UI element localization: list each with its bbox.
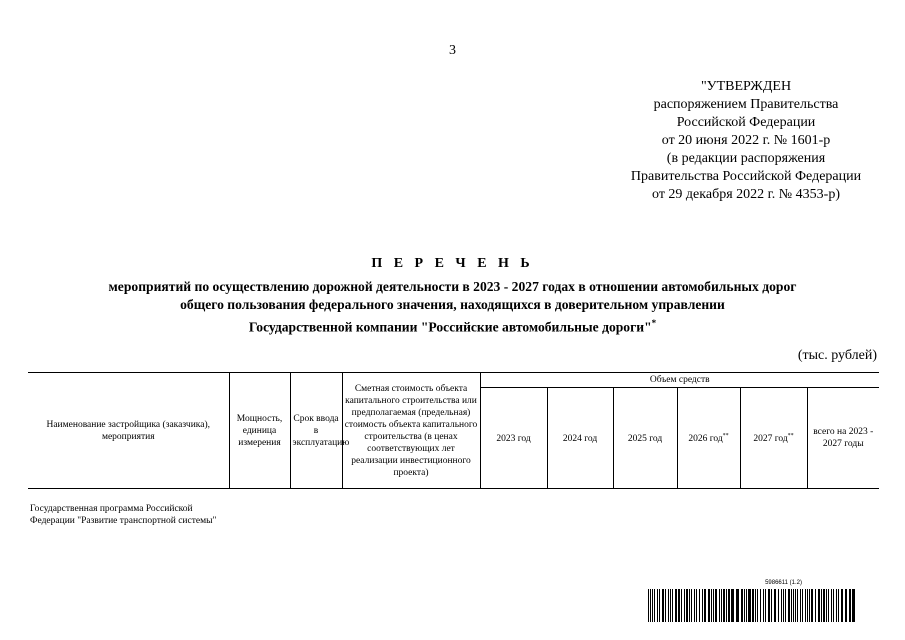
barcode-bar <box>752 589 754 622</box>
header-year <box>480 388 547 489</box>
barcode-bar <box>781 589 782 622</box>
barcode-bar <box>778 589 779 622</box>
barcode-bar <box>678 589 680 622</box>
barcode-code: 5986611 (1.2) <box>765 580 802 586</box>
barcode-bar <box>699 589 700 622</box>
barcode-bar <box>708 589 710 622</box>
barcode-bar <box>828 589 829 622</box>
title-line-1: мероприятий по осуществлению дорожной деятельности в 2023 - 2027 годах в отношении автомобильных дорог <box>108 279 797 294</box>
barcode-bar <box>713 589 714 622</box>
barcode-bar <box>744 589 745 622</box>
barcode-bar <box>748 589 751 622</box>
barcode-bar <box>783 589 784 622</box>
barcode-bar <box>800 589 801 622</box>
barcode-bar <box>670 589 671 622</box>
approval-stamp <box>600 78 892 204</box>
barcode-bar <box>809 589 810 622</box>
barcode-bar <box>704 589 706 622</box>
barcode-icon <box>648 589 856 622</box>
barcode-bar <box>823 589 825 622</box>
barcode-bar <box>715 589 717 622</box>
year-label: 2023 год <box>496 434 531 445</box>
barcode-bar <box>721 589 722 622</box>
barcode-bar <box>648 589 649 622</box>
barcode-bar <box>815 589 816 622</box>
year-footnote-mark: ** <box>787 433 794 440</box>
barcode-bar <box>833 589 834 622</box>
header-total: всего на 2023 - 2027 годы <box>807 388 879 489</box>
barcode-bar <box>702 589 703 622</box>
barcode-bar <box>811 589 813 622</box>
header-year <box>613 388 677 489</box>
barcode-bar <box>852 589 855 622</box>
header-year <box>740 388 807 489</box>
approval-line: распоряжением Правительства <box>653 97 839 112</box>
barcode-bar <box>765 589 766 622</box>
barcode-bar <box>785 589 786 622</box>
barcode-bar <box>736 589 739 622</box>
barcode-bar <box>791 589 792 622</box>
barcode-bar <box>793 589 794 622</box>
barcode-bar <box>681 589 682 622</box>
header-year <box>547 388 613 489</box>
barcode-bar <box>746 589 747 622</box>
approval-line: (в редакции распоряжения <box>666 151 826 166</box>
header-capacity: Мощность, единица измерения <box>229 373 290 489</box>
barcode-bar <box>826 589 827 622</box>
year-label: 2026 год <box>688 434 723 445</box>
barcode-bar <box>711 589 712 622</box>
barcode-bar <box>771 589 772 622</box>
approval-line: от 29 декабря 2022 г. № 4353-р) <box>652 187 840 202</box>
barcode-bar <box>836 589 837 622</box>
year-footnote-mark: ** <box>722 433 729 440</box>
barcode-bar <box>807 589 808 622</box>
header-funding-group: Объем средств <box>480 373 879 388</box>
header-name: Наименование застройщика (заказчика), мероприятия <box>28 373 229 489</box>
header-cost: Сметная стоимость объекта капитального строительства или предполагаемая (предельная) стоимость объекта капитального строительства (в ценах соответствующих лет реализации инвестиционного проекта) <box>342 373 480 489</box>
barcode-bar <box>757 589 758 622</box>
barcode-bar <box>849 589 851 622</box>
year-label: 2027 год <box>753 434 788 445</box>
barcode-bar <box>802 589 803 622</box>
barcode-bar <box>719 589 720 622</box>
barcode-bar <box>838 589 839 622</box>
barcode-bar <box>763 589 764 622</box>
barcode-bar <box>818 589 820 622</box>
barcode-bar <box>831 589 832 622</box>
header-year <box>677 388 740 489</box>
barcode-bar <box>650 589 651 622</box>
barcode-bar <box>672 589 673 622</box>
barcode-bar <box>845 589 847 622</box>
barcode-bar <box>821 589 822 622</box>
barcode-bar <box>728 589 730 622</box>
approval-line: "УТВЕРЖДЕН <box>700 79 792 94</box>
barcode-bar <box>795 589 796 622</box>
barcode-bar <box>659 589 660 622</box>
barcode-bar <box>731 589 734 622</box>
approval-line: Российской Федерации <box>676 115 816 130</box>
barcode-bar <box>726 589 727 622</box>
barcode-bar <box>654 589 655 622</box>
barcode-bar <box>689 589 690 622</box>
year-label: 2024 год <box>562 434 598 445</box>
barcode-bar <box>768 589 770 622</box>
barcode-bar <box>774 589 776 622</box>
program-name: Государственная программа Российской Федерации "Развитие транспортной системы" <box>30 504 217 526</box>
document-heading: П Е Р Е Ч Е Н Ь <box>371 256 534 271</box>
document-title <box>0 278 905 337</box>
barcode-bar <box>723 589 725 622</box>
title-line-3-text: Государственной компании "Российские автомобильные дороги" <box>248 319 652 335</box>
barcode-bar <box>805 589 806 622</box>
barcode-bar <box>691 589 692 622</box>
barcode-bar <box>668 589 669 622</box>
barcode <box>648 580 856 626</box>
title-line-2: общего пользования федерального значения, находящихся в доверительном управлении <box>180 297 725 312</box>
title-footnote-mark: * <box>651 318 657 328</box>
barcode-bar <box>797 589 798 622</box>
barcode-bar <box>675 589 677 622</box>
page-number: 3 <box>449 43 456 58</box>
barcode-bar <box>657 589 658 622</box>
barcode-bar <box>684 589 685 622</box>
barcode-bar <box>841 589 843 622</box>
barcode-bar <box>760 589 761 622</box>
barcode-bar <box>665 589 666 622</box>
barcode-bar <box>696 589 697 622</box>
barcode-bar <box>755 589 756 622</box>
barcode-bar <box>662 589 664 622</box>
barcode-bar <box>741 589 743 622</box>
barcode-bar <box>788 589 790 622</box>
header-commissioning: Срок ввода в эксплуатацию <box>290 373 342 489</box>
approval-line: Правительства Российской Федерации <box>630 169 862 184</box>
year-label: 2025 год <box>627 434 663 445</box>
approval-line: от 20 июня 2022 г. № 1601-р <box>661 133 831 148</box>
title-line-3 <box>0 314 905 337</box>
perechen-table <box>28 372 879 489</box>
barcode-bar <box>652 589 653 622</box>
barcode-bar <box>694 589 695 622</box>
units-label: (тыс. рублей) <box>797 348 877 363</box>
barcode-bar <box>686 589 688 622</box>
